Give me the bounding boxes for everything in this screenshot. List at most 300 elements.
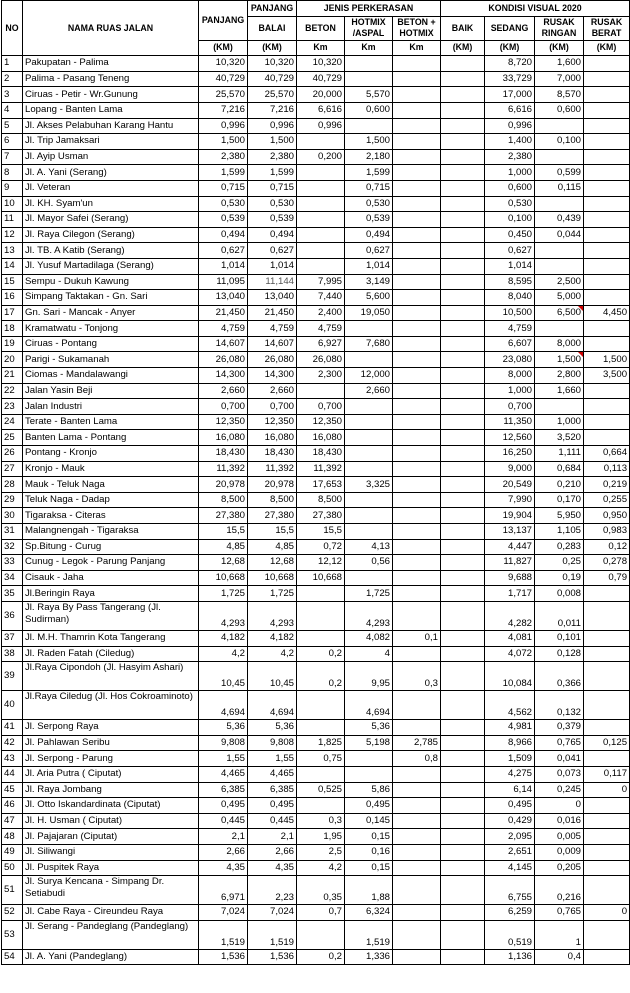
table-row xyxy=(2,720,630,736)
cell-rusak-ringan xyxy=(535,243,584,259)
cell-hotmix: 0,627 xyxy=(345,243,393,259)
cell-no: 19 xyxy=(2,336,23,352)
cell-panjang: 0,530 xyxy=(199,196,248,212)
cell-no: 28 xyxy=(2,477,23,493)
cell-balai: 26,080 xyxy=(248,352,297,368)
cell-rusak-berat xyxy=(584,321,630,337)
cell-rusak-berat xyxy=(584,102,630,118)
cell-sedang: 0,495 xyxy=(485,798,535,814)
cell-balai: 2,1 xyxy=(248,829,297,845)
cell-no: 1 xyxy=(2,56,23,72)
cell-rusak-berat xyxy=(584,87,630,103)
cell-baik xyxy=(441,165,485,181)
cell-name: Jl. Pahlawan Seribu xyxy=(23,735,199,751)
cell-beton: 12,12 xyxy=(297,555,345,571)
cell-baik xyxy=(441,430,485,446)
cell-name: Simpang Taktakan - Gn. Sari xyxy=(23,290,199,306)
header-beton: BETON xyxy=(297,16,345,40)
table-row xyxy=(2,876,630,905)
cell-no: 48 xyxy=(2,829,23,845)
cell-beton-hotmix xyxy=(393,243,441,259)
cell-sedang: 4,562 xyxy=(485,691,535,720)
cell-hotmix: 0,539 xyxy=(345,212,393,228)
cell-sedang: 2,380 xyxy=(485,149,535,165)
cell-beton: 0,72 xyxy=(297,539,345,555)
table-row xyxy=(2,630,630,646)
cell-baik xyxy=(441,539,485,555)
cell-beton-hotmix xyxy=(393,905,441,921)
cell-balai: 4,293 xyxy=(248,601,297,630)
cell-baik xyxy=(441,766,485,782)
cell-no: 6 xyxy=(2,134,23,150)
cell-name: Cunug - Legok - Parung Panjang xyxy=(23,555,199,571)
cell-hotmix: 1,014 xyxy=(345,258,393,274)
cell-panjang: 27,380 xyxy=(199,508,248,524)
cell-balai: 11,144 xyxy=(248,274,297,290)
cell-hotmix: 2,180 xyxy=(345,149,393,165)
cell-panjang: 4,2 xyxy=(199,646,248,662)
cell-no: 12 xyxy=(2,227,23,243)
cell-sedang: 4,145 xyxy=(485,860,535,876)
cell-rusak-ringan: 0 xyxy=(535,798,584,814)
cell-baik xyxy=(441,352,485,368)
cell-beton: 40,729 xyxy=(297,71,345,87)
cell-balai: 0,445 xyxy=(248,813,297,829)
cell-rusak-ringan: 0,041 xyxy=(535,751,584,767)
cell-rusak-ringan: 0,100 xyxy=(535,134,584,150)
cell-beton-hotmix xyxy=(393,949,441,965)
cell-beton: 17,653 xyxy=(297,477,345,493)
cell-sedang: 2,651 xyxy=(485,844,535,860)
cell-name: Mauk - Teluk Naga xyxy=(23,477,199,493)
cell-beton-hotmix xyxy=(393,180,441,196)
cell-sedang: 11,350 xyxy=(485,414,535,430)
cell-balai: 5,36 xyxy=(248,720,297,736)
cell-rusak-berat: 0,12 xyxy=(584,539,630,555)
cell-no: 23 xyxy=(2,399,23,415)
table-row xyxy=(2,290,630,306)
cell-rusak-berat xyxy=(584,630,630,646)
cell-hotmix: 3,325 xyxy=(345,477,393,493)
cell-panjang: 12,68 xyxy=(199,555,248,571)
cell-hotmix xyxy=(345,430,393,446)
cell-rusak-berat xyxy=(584,949,630,965)
table-row xyxy=(2,321,630,337)
cell-balai: 10,668 xyxy=(248,570,297,586)
cell-panjang: 5,36 xyxy=(199,720,248,736)
header-kondisi-visual: KONDISI VISUAL 2020 xyxy=(441,1,630,17)
cell-beton: 2,5 xyxy=(297,844,345,860)
cell-rusak-berat: 3,500 xyxy=(584,368,630,384)
cell-beton xyxy=(297,227,345,243)
table-row xyxy=(2,691,630,720)
table-row xyxy=(2,243,630,259)
cell-rusak-ringan: 0,008 xyxy=(535,586,584,602)
cell-baik xyxy=(441,905,485,921)
cell-rusak-ringan xyxy=(535,118,584,134)
cell-rusak-berat xyxy=(584,920,630,949)
cell-name: Jl. Ayip Usman xyxy=(23,149,199,165)
cell-no: 20 xyxy=(2,352,23,368)
cell-no: 31 xyxy=(2,524,23,540)
cell-sedang: 1,136 xyxy=(485,949,535,965)
cell-beton: 8,500 xyxy=(297,492,345,508)
cell-rusak-berat xyxy=(584,720,630,736)
cell-rusak-berat xyxy=(584,180,630,196)
cell-rusak-ringan: 1,111 xyxy=(535,446,584,462)
header-jenis-perkerasan: JENIS PERKERASAN xyxy=(297,1,441,17)
cell-balai: 8,500 xyxy=(248,492,297,508)
cell-panjang: 0,627 xyxy=(199,243,248,259)
cell-balai: 13,040 xyxy=(248,290,297,306)
cell-rusak-ringan: 0,101 xyxy=(535,630,584,646)
table-row xyxy=(2,829,630,845)
cell-rusak-ringan: 8,570 xyxy=(535,87,584,103)
cell-panjang: 21,450 xyxy=(199,305,248,321)
cell-rusak-ringan: 5,950 xyxy=(535,508,584,524)
cell-sedang: 16,250 xyxy=(485,446,535,462)
cell-balai: 16,080 xyxy=(248,430,297,446)
cell-no: 34 xyxy=(2,570,23,586)
cell-rusak-ringan: 8,000 xyxy=(535,336,584,352)
cell-rusak-berat: 0,117 xyxy=(584,766,630,782)
cell-balai: 0,700 xyxy=(248,399,297,415)
cell-rusak-ringan: 2,500 xyxy=(535,274,584,290)
cell-rusak-ringan: 5,000 xyxy=(535,290,584,306)
cell-sedang: 6,755 xyxy=(485,876,535,905)
cell-no: 43 xyxy=(2,751,23,767)
table-row xyxy=(2,212,630,228)
table-row xyxy=(2,813,630,829)
cell-no: 21 xyxy=(2,368,23,384)
cell-hotmix xyxy=(345,766,393,782)
cell-rusak-berat: 0,79 xyxy=(584,570,630,586)
cell-baik xyxy=(441,492,485,508)
cell-no: 11 xyxy=(2,212,23,228)
unit-hotmix: Km xyxy=(345,40,393,56)
cell-baik xyxy=(441,321,485,337)
cell-rusak-ringan: 0,128 xyxy=(535,646,584,662)
cell-baik xyxy=(441,720,485,736)
cell-name: Kronjo - Mauk xyxy=(23,461,199,477)
cell-no: 4 xyxy=(2,102,23,118)
cell-beton: 10,668 xyxy=(297,570,345,586)
cell-baik xyxy=(441,336,485,352)
cell-beton-hotmix xyxy=(393,691,441,720)
cell-balai: 4,759 xyxy=(248,321,297,337)
cell-balai: 27,380 xyxy=(248,508,297,524)
cell-baik xyxy=(441,149,485,165)
cell-beton: 20,000 xyxy=(297,87,345,103)
table-row xyxy=(2,782,630,798)
cell-hotmix: 5,198 xyxy=(345,735,393,751)
cell-name: Jl. Surya Kencana - Simpang Dr. Setiabudi xyxy=(23,876,199,905)
cell-rusak-berat xyxy=(584,56,630,72)
cell-beton-hotmix xyxy=(393,524,441,540)
cell-panjang: 0,715 xyxy=(199,180,248,196)
cell-sedang: 8,040 xyxy=(485,290,535,306)
cell-beton-hotmix xyxy=(393,798,441,814)
cell-hotmix: 0,600 xyxy=(345,102,393,118)
cell-balai: 10,320 xyxy=(248,56,297,72)
cell-beton xyxy=(297,243,345,259)
table-row xyxy=(2,570,630,586)
cell-rusak-ringan: 0,684 xyxy=(535,461,584,477)
cell-beton-hotmix: 0,3 xyxy=(393,662,441,691)
cell-panjang: 6,971 xyxy=(199,876,248,905)
cell-balai: 0,494 xyxy=(248,227,297,243)
cell-panjang: 4,465 xyxy=(199,766,248,782)
cell-sedang: 4,447 xyxy=(485,539,535,555)
cell-hotmix xyxy=(345,508,393,524)
cell-name: Kramatwatu - Tonjong xyxy=(23,321,199,337)
cell-no: 45 xyxy=(2,782,23,798)
cell-hotmix xyxy=(345,461,393,477)
cell-baik xyxy=(441,227,485,243)
cell-panjang: 4,85 xyxy=(199,539,248,555)
table-row xyxy=(2,662,630,691)
cell-baik xyxy=(441,813,485,829)
cell-no: 42 xyxy=(2,735,23,751)
cell-rusak-ringan: 0,016 xyxy=(535,813,584,829)
cell-name: Terate - Banten Lama xyxy=(23,414,199,430)
cell-name: Jl. Trip Jamaksari xyxy=(23,134,199,150)
cell-sedang: 0,450 xyxy=(485,227,535,243)
cell-beton: 26,080 xyxy=(297,352,345,368)
cell-rusak-ringan xyxy=(535,258,584,274)
cell-balai: 4,465 xyxy=(248,766,297,782)
cell-name: Jl.Beringin Raya xyxy=(23,586,199,602)
cell-beton-hotmix xyxy=(393,118,441,134)
table-row xyxy=(2,165,630,181)
header-beton-hotmix: BETON + HOTMIX xyxy=(393,16,441,40)
cell-sedang: 9,688 xyxy=(485,570,535,586)
cell-panjang: 16,080 xyxy=(199,430,248,446)
cell-no: 47 xyxy=(2,813,23,829)
cell-hotmix xyxy=(345,524,393,540)
header-no: NO xyxy=(2,1,23,56)
cell-name: Ciruas - Pontang xyxy=(23,336,199,352)
cell-beton: 0,35 xyxy=(297,876,345,905)
table-body xyxy=(2,56,630,965)
cell-hotmix xyxy=(345,352,393,368)
cell-no: 8 xyxy=(2,165,23,181)
cell-sedang: 0,519 xyxy=(485,920,535,949)
cell-rusak-ringan: 0,170 xyxy=(535,492,584,508)
cell-rusak-berat xyxy=(584,691,630,720)
cell-sedang: 8,720 xyxy=(485,56,535,72)
cell-beton-hotmix xyxy=(393,492,441,508)
cell-rusak-ringan: 0,005 xyxy=(535,829,584,845)
cell-baik xyxy=(441,274,485,290)
cell-sedang: 1,509 xyxy=(485,751,535,767)
table-row xyxy=(2,539,630,555)
cell-beton xyxy=(297,586,345,602)
table-row xyxy=(2,920,630,949)
cell-sedang: 6,616 xyxy=(485,102,535,118)
cell-sedang: 9,000 xyxy=(485,461,535,477)
cell-name: Jl. Serang - Pandeglang (Pandeglang) xyxy=(23,920,199,949)
cell-baik xyxy=(441,876,485,905)
cell-sedang: 17,000 xyxy=(485,87,535,103)
cell-balai: 6,385 xyxy=(248,782,297,798)
cell-balai: 0,495 xyxy=(248,798,297,814)
cell-panjang: 14,607 xyxy=(199,336,248,352)
cell-name: Malangnengah - Tigaraksa xyxy=(23,524,199,540)
cell-beton: 4,759 xyxy=(297,321,345,337)
table-row xyxy=(2,368,630,384)
cell-beton xyxy=(297,134,345,150)
cell-rusak-berat xyxy=(584,134,630,150)
cell-rusak-berat xyxy=(584,227,630,243)
cell-baik xyxy=(441,646,485,662)
cell-balai: 4,85 xyxy=(248,539,297,555)
cell-rusak-ringan: 0,044 xyxy=(535,227,584,243)
cell-balai: 1,519 xyxy=(248,920,297,949)
cell-hotmix: 4,082 xyxy=(345,630,393,646)
cell-beton: 0,75 xyxy=(297,751,345,767)
cell-hotmix: 0,715 xyxy=(345,180,393,196)
cell-rusak-ringan: 0,216 xyxy=(535,876,584,905)
cell-sedang: 11,827 xyxy=(485,555,535,571)
cell-rusak-ringan: 0,245 xyxy=(535,782,584,798)
cell-rusak-ringan: 7,000 xyxy=(535,71,584,87)
cell-name: Jl. M.H. Thamrin Kota Tangerang xyxy=(23,630,199,646)
table-row xyxy=(2,134,630,150)
table-row xyxy=(2,905,630,921)
cell-sedang: 0,429 xyxy=(485,813,535,829)
cell-name: Jl. Mayor Safei (Serang) xyxy=(23,212,199,228)
cell-baik xyxy=(441,71,485,87)
cell-beton-hotmix xyxy=(393,56,441,72)
cell-name: Pakupatan - Palima xyxy=(23,56,199,72)
cell-sedang: 4,282 xyxy=(485,601,535,630)
cell-baik xyxy=(441,555,485,571)
cell-no: 9 xyxy=(2,180,23,196)
cell-balai: 1,599 xyxy=(248,165,297,181)
cell-rusak-ringan: 6,500 xyxy=(535,305,584,321)
table-row xyxy=(2,735,630,751)
cell-hotmix xyxy=(345,56,393,72)
cell-panjang: 2,380 xyxy=(199,149,248,165)
cell-rusak-berat xyxy=(584,844,630,860)
cell-baik xyxy=(441,305,485,321)
cell-beton-hotmix xyxy=(393,782,441,798)
cell-baik xyxy=(441,477,485,493)
cell-panjang: 1,500 xyxy=(199,134,248,150)
cell-rusak-berat xyxy=(584,829,630,845)
cell-sedang: 0,627 xyxy=(485,243,535,259)
cell-balai: 0,996 xyxy=(248,118,297,134)
cell-hotmix: 0,16 xyxy=(345,844,393,860)
cell-panjang: 0,494 xyxy=(199,227,248,243)
cell-beton-hotmix xyxy=(393,399,441,415)
cell-beton-hotmix xyxy=(393,477,441,493)
table-row xyxy=(2,102,630,118)
cell-no: 13 xyxy=(2,243,23,259)
table-row xyxy=(2,180,630,196)
cell-baik xyxy=(441,212,485,228)
cell-balai: 1,55 xyxy=(248,751,297,767)
cell-hotmix: 4,293 xyxy=(345,601,393,630)
cell-hotmix: 0,15 xyxy=(345,829,393,845)
cell-no: 18 xyxy=(2,321,23,337)
cell-rusak-berat: 0 xyxy=(584,782,630,798)
cell-beton-hotmix xyxy=(393,844,441,860)
cell-no: 26 xyxy=(2,446,23,462)
cell-rusak-ringan xyxy=(535,196,584,212)
cell-hotmix xyxy=(345,414,393,430)
cell-beton-hotmix xyxy=(393,290,441,306)
table-row xyxy=(2,336,630,352)
header-nama-ruas-jalan: NAMA RUAS JALAN xyxy=(23,1,199,56)
cell-panjang: 2,1 xyxy=(199,829,248,845)
cell-beton xyxy=(297,165,345,181)
cell-name: Teluk Naga - Dadap xyxy=(23,492,199,508)
cell-rusak-ringan: 0,205 xyxy=(535,860,584,876)
cell-rusak-berat: 0,255 xyxy=(584,492,630,508)
table-row xyxy=(2,555,630,571)
cell-name: Jalan Industri xyxy=(23,399,199,415)
cell-name: Jl. Serpong Raya xyxy=(23,720,199,736)
table-row xyxy=(2,383,630,399)
cell-panjang: 2,66 xyxy=(199,844,248,860)
table-row xyxy=(2,430,630,446)
cell-baik xyxy=(441,102,485,118)
cell-rusak-berat xyxy=(584,813,630,829)
cell-rusak-ringan: 0,132 xyxy=(535,691,584,720)
header-rusak-ringan: RUSAK RINGAN xyxy=(535,16,584,40)
cell-hotmix xyxy=(345,71,393,87)
cell-sedang: 4,081 xyxy=(485,630,535,646)
cell-balai: 2,660 xyxy=(248,383,297,399)
cell-sedang: 12,560 xyxy=(485,430,535,446)
cell-balai: 11,392 xyxy=(248,461,297,477)
cell-balai: 14,300 xyxy=(248,368,297,384)
cell-beton-hotmix: 0,8 xyxy=(393,751,441,767)
cell-balai: 4,694 xyxy=(248,691,297,720)
header-sedang: SEDANG xyxy=(485,16,535,40)
cell-balai: 0,715 xyxy=(248,180,297,196)
cell-panjang: 4,694 xyxy=(199,691,248,720)
cell-name: Jalan Yasin Beji xyxy=(23,383,199,399)
cell-panjang: 1,725 xyxy=(199,586,248,602)
cell-hotmix xyxy=(345,118,393,134)
cell-beton-hotmix xyxy=(393,134,441,150)
cell-hotmix: 4,13 xyxy=(345,539,393,555)
cell-rusak-ringan: 1,660 xyxy=(535,383,584,399)
cell-rusak-ringan xyxy=(535,399,584,415)
cell-panjang: 0,495 xyxy=(199,798,248,814)
cell-balai: 20,978 xyxy=(248,477,297,493)
cell-balai: 25,570 xyxy=(248,87,297,103)
cell-rusak-berat xyxy=(584,430,630,446)
table-row xyxy=(2,196,630,212)
cell-sedang: 6,607 xyxy=(485,336,535,352)
table-row xyxy=(2,860,630,876)
cell-no: 16 xyxy=(2,290,23,306)
cell-hotmix: 5,36 xyxy=(345,720,393,736)
cell-beton: 1,95 xyxy=(297,829,345,845)
table-row xyxy=(2,844,630,860)
cell-name: Jl. TB. A Katib (Serang) xyxy=(23,243,199,259)
table-row xyxy=(2,414,630,430)
cell-no: 54 xyxy=(2,949,23,965)
cell-panjang: 10,320 xyxy=(199,56,248,72)
header-rusak-berat: RUSAK BERAT xyxy=(584,16,630,40)
cell-hotmix: 6,324 xyxy=(345,905,393,921)
cell-hotmix xyxy=(345,751,393,767)
